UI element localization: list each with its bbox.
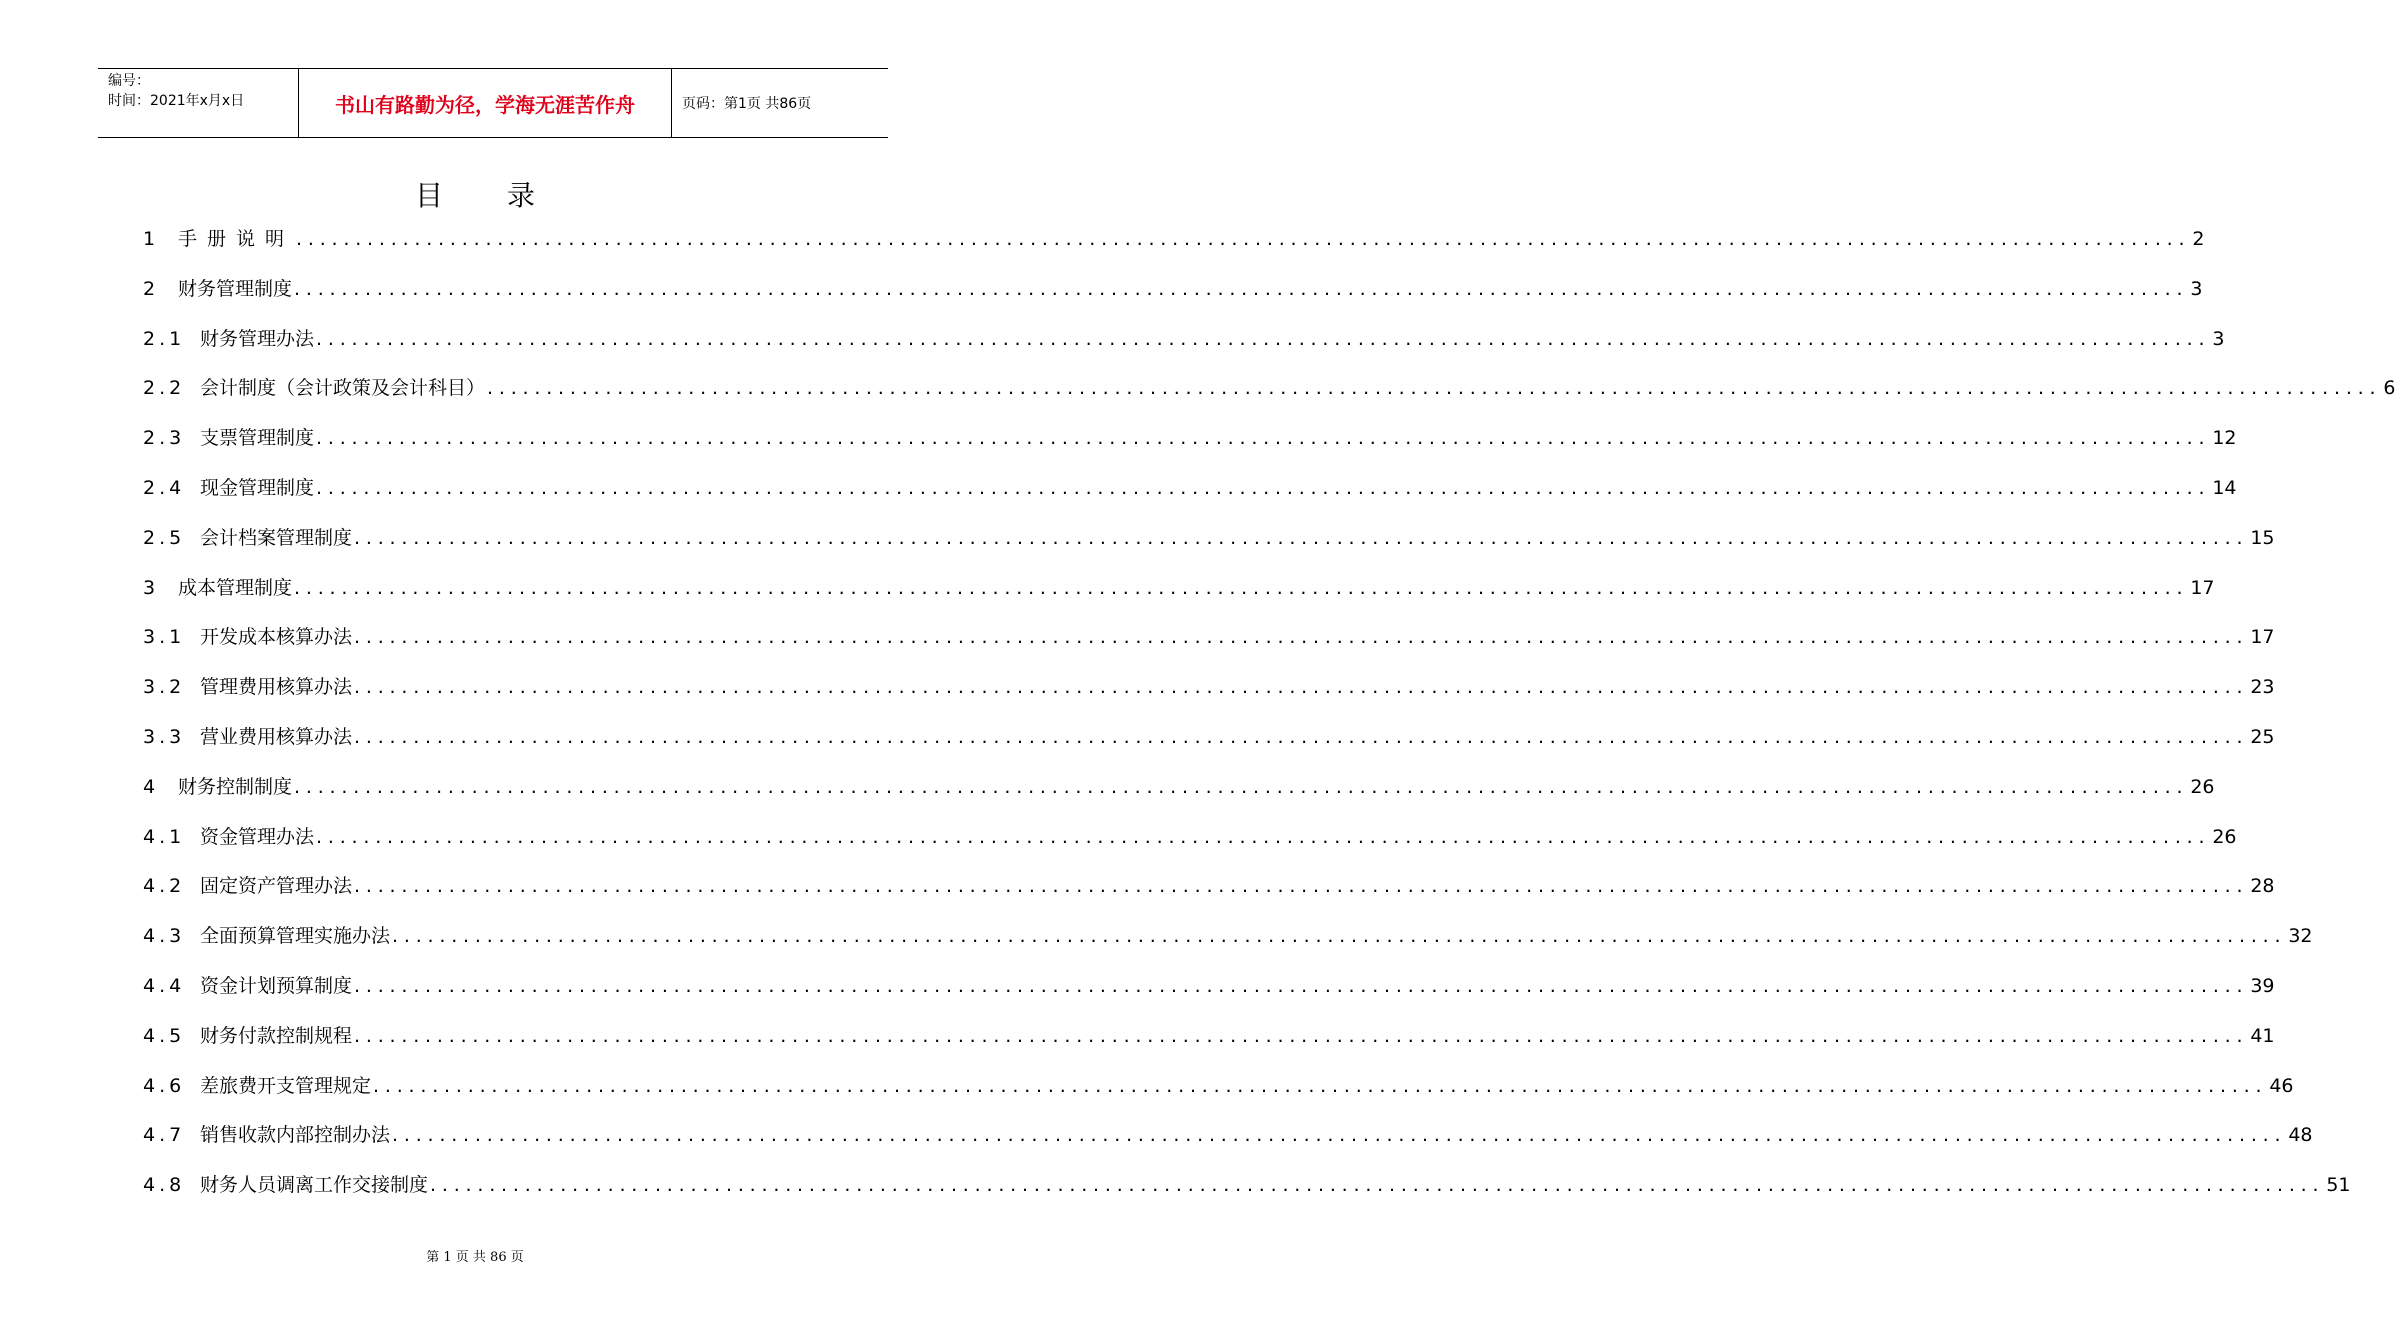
toc-entry-page: 14 [2212,476,2237,499]
toc-entry[interactable] [143,523,2275,573]
toc-list [143,224,2395,1220]
toc-entry-title: 会计档案管理制度 [200,526,353,549]
toc-entry-title: 固定资产管理办法 [200,875,353,898]
toc-entry-number: 2.5 [143,526,186,549]
toc-entry[interactable] [143,473,2237,523]
toc-entry-number: 2.4 [143,476,186,499]
toc-entry-number: 3.2 [143,676,186,699]
toc-entry-title: 手册说明 [178,228,295,250]
toc-entry-page: 51 [2326,1174,2351,1197]
toc-leader-dots: ................................................................................................................................................................ [392,1124,2287,1147]
toc-leader-dots: ................................................................................................................................................................ [354,676,2249,699]
toc-entry-page: 26 [2212,825,2237,848]
toc-entry-number: 4.1 [143,825,186,848]
toc-entry-number: 2 [143,277,160,300]
toc-entry-title: 支票管理制度 [200,427,315,450]
toc-entry[interactable] [143,224,2205,274]
toc-entry-number: 4.8 [143,1174,186,1197]
toc-leader-dots: ................................................................................................................................................................ [354,974,2249,997]
toc-leader-dots: ................................................................................................................................................................ [296,228,2191,250]
toc-entry-page: 32 [2288,925,2313,948]
toc-entry[interactable] [143,1021,2275,1071]
toc-entry-title: 成本管理制度 [178,576,293,599]
toc-entry-title: 现金管理制度 [200,476,315,499]
toc-entry-title: 财务控制制度 [178,775,293,798]
header-meta [98,69,299,137]
toc-leader-dots: ................................................................................................................................................................ [294,277,2189,300]
toc-leader-dots: ................................................................................................................................................................ [354,875,2249,898]
toc-entry-page: 2 [2192,228,2205,250]
header-page-info: 页码：第1页 共86页 [682,96,812,112]
toc-entry[interactable] [143,921,2313,971]
toc-entry-title: 资金计划预算制度 [200,974,353,997]
toc-entry[interactable] [143,324,2225,374]
toc-entry-number: 2.3 [143,427,186,450]
header-motto: 书山有路勤为径，学海无涯苦作舟 [299,69,672,137]
toc-entry[interactable] [143,373,2395,423]
toc-leader-dots: ................................................................................................................................................................ [316,327,2211,350]
toc-leader-dots: ................................................................................................................................................................ [354,626,2249,649]
toc-entry-page: 41 [2250,1024,2275,1047]
toc-entry-number: 4.3 [143,925,186,948]
toc-entry-number: 2.2 [143,377,186,400]
toc-entry-title: 开发成本核算办法 [200,626,353,649]
toc-leader-dots: ................................................................................................................................................................ [294,576,2189,599]
toc-entry-page: 39 [2250,974,2275,997]
toc-entry-page: 28 [2250,875,2275,898]
toc-entry-number: 3.3 [143,725,186,748]
toc-entry-title: 营业费用核算办法 [200,725,353,748]
toc-entry-page: 6 [2383,377,2395,400]
toc-entry-number: 4 [143,775,160,798]
toc-entry-number: 3 [143,576,160,599]
toc-entry-page: 26 [2190,775,2215,798]
toc-entry[interactable] [143,1170,2351,1220]
toc-leader-dots: ................................................................................................................................................................ [373,1074,2268,1097]
toc-leader-dots: ................................................................................................................................................................ [392,925,2287,948]
header-number-label: 编号： [108,73,150,89]
toc-entry-number: 4.5 [143,1024,186,1047]
toc-leader-dots: ................................................................................................................................................................ [316,825,2211,848]
toc-entry-page: 3 [2212,327,2225,350]
toc-entry[interactable] [143,822,2237,872]
toc-entry-title: 财务付款控制规程 [200,1024,353,1047]
header-date-label: 时间：2021年x月x日 [108,93,245,109]
toc-entry[interactable] [143,871,2275,921]
toc-entry-title: 财务人员调离工作交接制度 [200,1174,429,1197]
toc-leader-dots: ................................................................................................................................................................ [354,725,2249,748]
toc-entry-number: 3.1 [143,626,186,649]
toc-entry[interactable] [143,772,2215,822]
toc-leader-dots: ................................................................................................................................................................ [316,427,2211,450]
toc-entry-title: 资金管理办法 [200,825,315,848]
toc-entry-title: 财务管理办法 [200,327,315,350]
toc-entry-title: 财务管理制度 [178,277,293,300]
toc-entry-page: 17 [2190,576,2215,599]
toc-entry-page: 15 [2250,526,2275,549]
toc-entry-page: 17 [2250,626,2275,649]
page-footer: 第 1 页 共 86 页 [426,1250,524,1265]
page-header [98,68,888,138]
toc-entry-title: 差旅费开支管理规定 [200,1074,372,1097]
toc-entry-number: 1 [143,228,160,250]
toc-entry[interactable] [143,971,2275,1021]
toc-entry[interactable] [143,672,2275,722]
toc-entry-number: 4.6 [143,1074,186,1097]
toc-entry-page: 48 [2288,1124,2313,1147]
toc-entry-page: 25 [2250,725,2275,748]
toc-entry-title: 全面预算管理实施办法 [200,925,391,948]
toc-leader-dots: ................................................................................................................................................................ [430,1174,2325,1197]
toc-leader-dots: ................................................................................................................................................................ [354,526,2249,549]
toc-leader-dots: ................................................................................................................................................................ [487,377,2382,400]
toc-entry-page: 46 [2269,1074,2294,1097]
toc-entry-title: 管理费用核算办法 [200,676,353,699]
toc-entry[interactable] [143,274,2203,324]
toc-entry-number: 4.4 [143,974,186,997]
toc-entry-page: 23 [2250,676,2275,699]
toc-entry[interactable] [143,1120,2313,1170]
toc-entry-page: 3 [2190,277,2203,300]
toc-entry-number: 4.2 [143,875,186,898]
toc-entry-number: 2.1 [143,327,186,350]
toc-entry[interactable] [143,573,2215,623]
toc-title: 目录 [414,179,599,212]
toc-leader-dots: ................................................................................................................................................................ [354,1024,2249,1047]
toc-entry-number: 4.7 [143,1124,186,1147]
toc-leader-dots: ................................................................................................................................................................ [316,476,2211,499]
toc-leader-dots: ................................................................................................................................................................ [294,775,2189,798]
toc-entry[interactable] [143,1071,2294,1121]
toc-entry[interactable] [143,423,2237,473]
toc-entry[interactable] [143,622,2275,672]
toc-entry-page: 12 [2212,427,2237,450]
toc-entry-title: 销售收款内部控制办法 [200,1124,391,1147]
toc-entry[interactable] [143,722,2275,772]
toc-entry-title: 会计制度（会计政策及会计科目） [200,377,486,400]
